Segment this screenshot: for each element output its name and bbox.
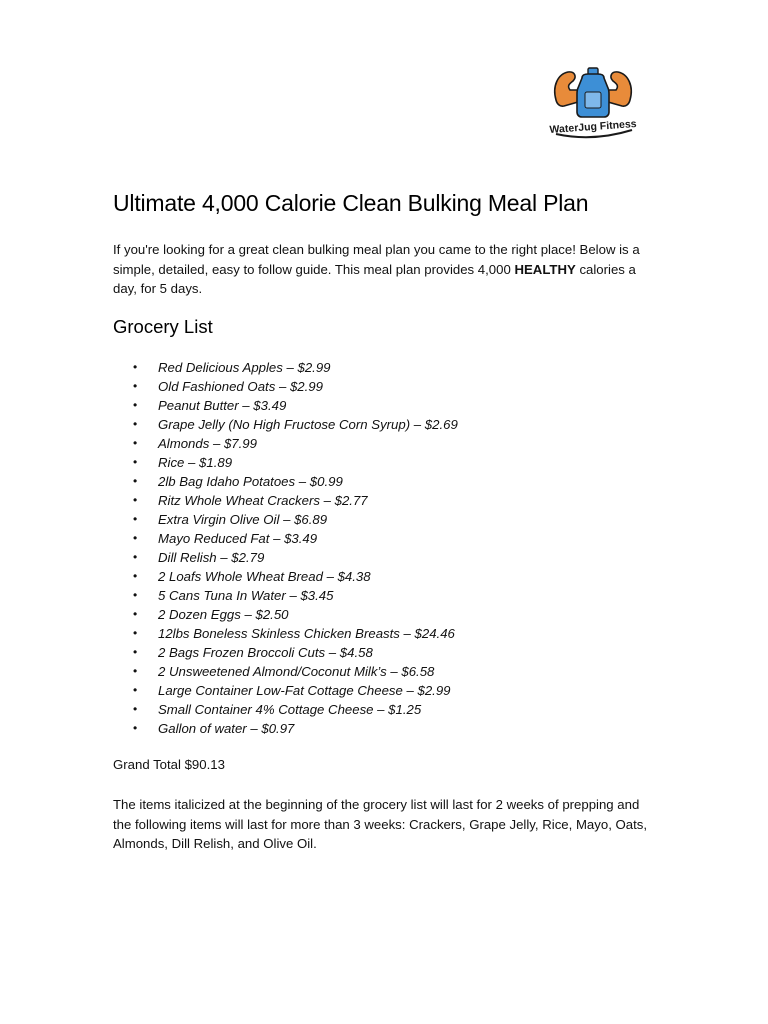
bullet-icon: • [133,512,138,526]
bullet-icon: • [133,360,138,374]
bullet-icon: • [133,569,138,583]
grocery-item [113,472,458,491]
bullet-icon: • [133,455,138,469]
bullet-icon: • [133,664,138,678]
grocery-item [113,681,458,700]
bullet-icon: • [133,436,138,450]
grocery-item-text: Large Container Low-Fat Cottage Cheese – $2.99 [158,683,451,698]
grocery-item-text: Gallon of water – $0.97 [158,721,295,736]
grocery-item-text: 12lbs Boneless Skinless Chicken Breasts – $24.46 [158,626,455,641]
grocery-item [113,358,458,377]
bullet-icon: • [133,721,138,735]
grocery-item-text: Extra Virgin Olive Oil – $6.89 [158,512,328,527]
grocery-list [113,358,458,738]
grocery-item-text: 2 Unsweetened Almond/Coconut Milk’s – $6.58 [158,664,435,679]
bullet-icon: • [133,531,138,545]
grocery-item-text: Old Fashioned Oats – $2.99 [158,379,323,394]
grocery-item-text: Rice – $1.89 [158,455,233,470]
grocery-list-heading: Grocery List [113,316,213,337]
bullet-icon: • [133,607,138,621]
bullet-icon: • [133,645,138,659]
page-title: Ultimate 4,000 Calorie Clean Bulking Meal Plan [113,190,589,216]
grocery-item [113,453,458,472]
grocery-item-text: 5 Cans Tuna In Water – $3.45 [158,588,334,603]
bullet-icon: • [133,626,138,640]
bullet-icon: • [133,683,138,697]
logo-text: WaterJug Fitness [549,117,637,137]
grocery-item [113,605,458,624]
grocery-item [113,548,458,567]
bullet-icon: • [133,417,138,431]
grocery-item-text: 2lb Bag Idaho Potatoes – $0.99 [158,474,343,489]
flexing-jug-icon [548,62,638,152]
grand-total: Grand Total $90.13 [113,757,225,772]
grocery-item [113,434,458,453]
grocery-item [113,491,458,510]
grocery-item [113,396,458,415]
grocery-item [113,529,458,548]
grocery-item-text: Dill Relish – $2.79 [158,550,265,565]
bullet-icon: • [133,588,138,602]
grocery-item [113,510,458,529]
bullet-icon: • [133,493,138,507]
grocery-item [113,586,458,605]
bullet-icon: • [133,702,138,716]
grocery-item-text: Mayo Reduced Fat – $3.49 [158,531,318,546]
intro-bold-word: HEALTHY [514,261,576,277]
bullet-icon: • [133,379,138,393]
grocery-item [113,643,458,662]
grocery-item [113,719,458,738]
grocery-item-text: Red Delicious Apples – $2.99 [158,360,331,375]
bullet-icon: • [133,550,138,564]
intro-text-start: If you're looking for a great clean bulking meal plan you came to the right place! Below is a simple, detailed, easy to follow guide. This meal plan provides 4,000 [113,242,640,277]
bullet-icon: • [133,398,138,412]
grocery-item [113,415,458,434]
grocery-item [113,624,458,643]
grocery-item [113,567,458,586]
grocery-item-text: 2 Loafs Whole Wheat Bread – $4.38 [158,569,371,584]
waterjug-fitness-logo [548,62,638,152]
grocery-item-text: Ritz Whole Wheat Crackers – $2.77 [158,493,368,508]
grocery-item-text: 2 Dozen Eggs – $2.50 [158,607,289,622]
intro-text-end: calories a day, for 5 days. [113,261,636,296]
grocery-item-text: Almonds – $7.99 [158,436,257,451]
grocery-item-text: Grape Jelly (No High Fructose Corn Syrup) – $2.69 [158,417,458,432]
grocery-item-text: Peanut Butter – $3.49 [158,398,287,413]
grocery-item [113,700,458,719]
grocery-item-text: 2 Bags Frozen Broccoli Cuts – $4.58 [158,645,373,660]
shelf-life-note: The items italicized at the beginning of the grocery list will last for 2 weeks of prepping and the following items will last for more than 3 weeks: Crackers, Grape Jelly, Rice, Mayo, Oats, Almonds, Dill Relish, and Olive Oil. [113,797,648,851]
bullet-icon: • [133,474,138,488]
grocery-item [113,662,458,681]
intro-paragraph [113,240,653,299]
grocery-item [113,377,458,396]
grocery-item-text: Small Container 4% Cottage Cheese – $1.25 [158,702,422,717]
